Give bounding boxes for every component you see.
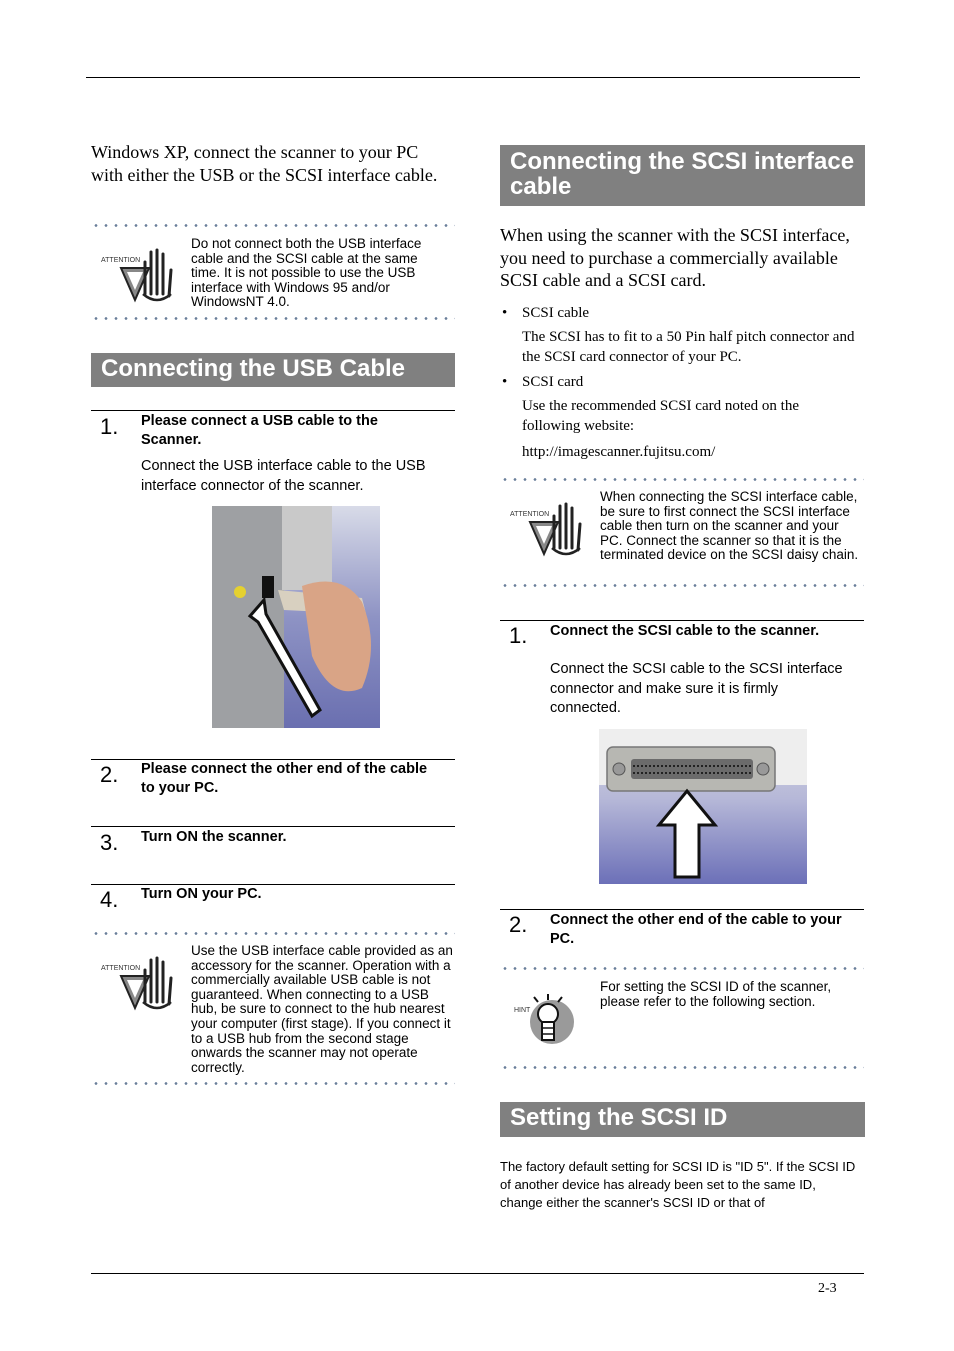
attention-note-1: Do not connect both the USB interface cable and the SCSI cable at the same time. It is not possible to use the USB interface with Windows 95 and/or WindowsNT 4.0. — [191, 236, 422, 310]
attention-icon — [508, 498, 584, 558]
attention-note-2: Use the USB interface cable provided as an accessory for the scanner. Operation with a commercially available USB cable is not guaranteed. When connecting to a USB hub, be sure to connect to the hub nearest your computer (first stage). If you connect it to a USB hub from the second stage onwards the scanner may not operate correctly. — [191, 943, 453, 1075]
footer-rule — [91, 1273, 864, 1274]
attention-icon — [99, 952, 175, 1012]
step-rule — [91, 826, 455, 827]
step-number: 1. — [100, 414, 119, 439]
step-title: Turn ON the scanner. — [141, 829, 287, 845]
step-number: 2. — [509, 912, 528, 937]
hint-note: For setting the SCSI ID of the scanner, please refer to the following section. — [600, 979, 832, 1009]
intro-text: Windows XP, connect the scanner to your PC with either the USB or the SCSI interface cable. — [91, 142, 438, 185]
note-divider — [91, 224, 455, 227]
attention-note-3: When connecting the SCSI interface cable, be sure to first connect the SCSI interface cable then turn on the scanner and your PC. Connect the scanner so that it is the terminated device on the SCSI daisy chain. — [600, 489, 859, 563]
note-divider — [500, 1066, 864, 1069]
attention-icon — [99, 244, 175, 304]
step-body: Connect the USB interface cable to the USB interface connector of the scanner. — [141, 458, 426, 494]
step-number: 1. — [509, 623, 528, 648]
note-divider — [91, 1082, 455, 1085]
note-divider — [91, 932, 455, 935]
website-url[interactable]: http://imagescanner.fujitsu.com/ — [522, 444, 716, 460]
bullet-dot: • — [502, 374, 508, 390]
scsi-connector-photo — [599, 729, 807, 884]
step-title: Please connect the other end of the cable to your PC. — [141, 761, 428, 796]
step-title: Connect the other end of the cable to your PC. — [550, 912, 842, 947]
step-rule — [91, 410, 455, 411]
note-divider — [500, 967, 864, 970]
bullet-scsi-card: SCSI card — [522, 374, 584, 390]
step-number: 2. — [100, 762, 119, 787]
bullet-scsi-cable: SCSI cable — [522, 305, 590, 321]
usb-connector-photo — [212, 506, 380, 728]
step-title: Turn ON your PC. — [141, 886, 262, 902]
scsi-id-section-heading: Setting the SCSI ID — [500, 1102, 865, 1137]
step-body: Connect the SCSI cable to the SCSI interface connector and make sure it is firmly connected. — [550, 661, 843, 716]
svg-text:ATTENTION: ATTENTION — [510, 511, 550, 518]
header-rule — [86, 77, 860, 78]
svg-text:HINT: HINT — [514, 1007, 531, 1014]
bullet-scsi-cable-desc: The SCSI has to fit to a 50 Pin half pitch connector and the SCSI card connector of your PC. — [522, 329, 855, 365]
svg-text:ATTENTION: ATTENTION — [101, 257, 141, 264]
step-number: 4. — [100, 887, 119, 912]
scsi-intro: When using the scanner with the SCSI interface, you need to purchase a commercially available SCSI cable and a SCSI card. — [500, 225, 850, 290]
bullet-scsi-card-desc: Use the recommended SCSI card noted on the following website: — [522, 398, 800, 434]
svg-text:ATTENTION: ATTENTION — [101, 965, 141, 972]
page-number: 2-3 — [818, 1281, 837, 1296]
step-title: Connect the SCSI cable to the scanner. — [550, 623, 820, 639]
step-rule — [500, 909, 864, 910]
note-divider — [91, 317, 455, 320]
note-divider — [500, 478, 864, 481]
step-number: 3. — [100, 830, 119, 855]
scsi-id-text: The factory default setting for SCSI ID is "ID 5". If the SCSI ID of another device has already been set to the same ID, change either the scanner's SCSI ID or that of — [500, 1159, 856, 1210]
note-divider — [500, 584, 864, 587]
step-rule — [500, 620, 864, 621]
step-title: Please connect a USB cable to the Scanner. — [141, 413, 378, 448]
hint-lightbulb-icon — [512, 990, 582, 1048]
bullet-dot: • — [502, 305, 508, 321]
usb-section-heading: Connecting the USB Cable — [91, 353, 455, 387]
scsi-section-heading: Connecting the SCSI interface cable — [500, 145, 865, 206]
